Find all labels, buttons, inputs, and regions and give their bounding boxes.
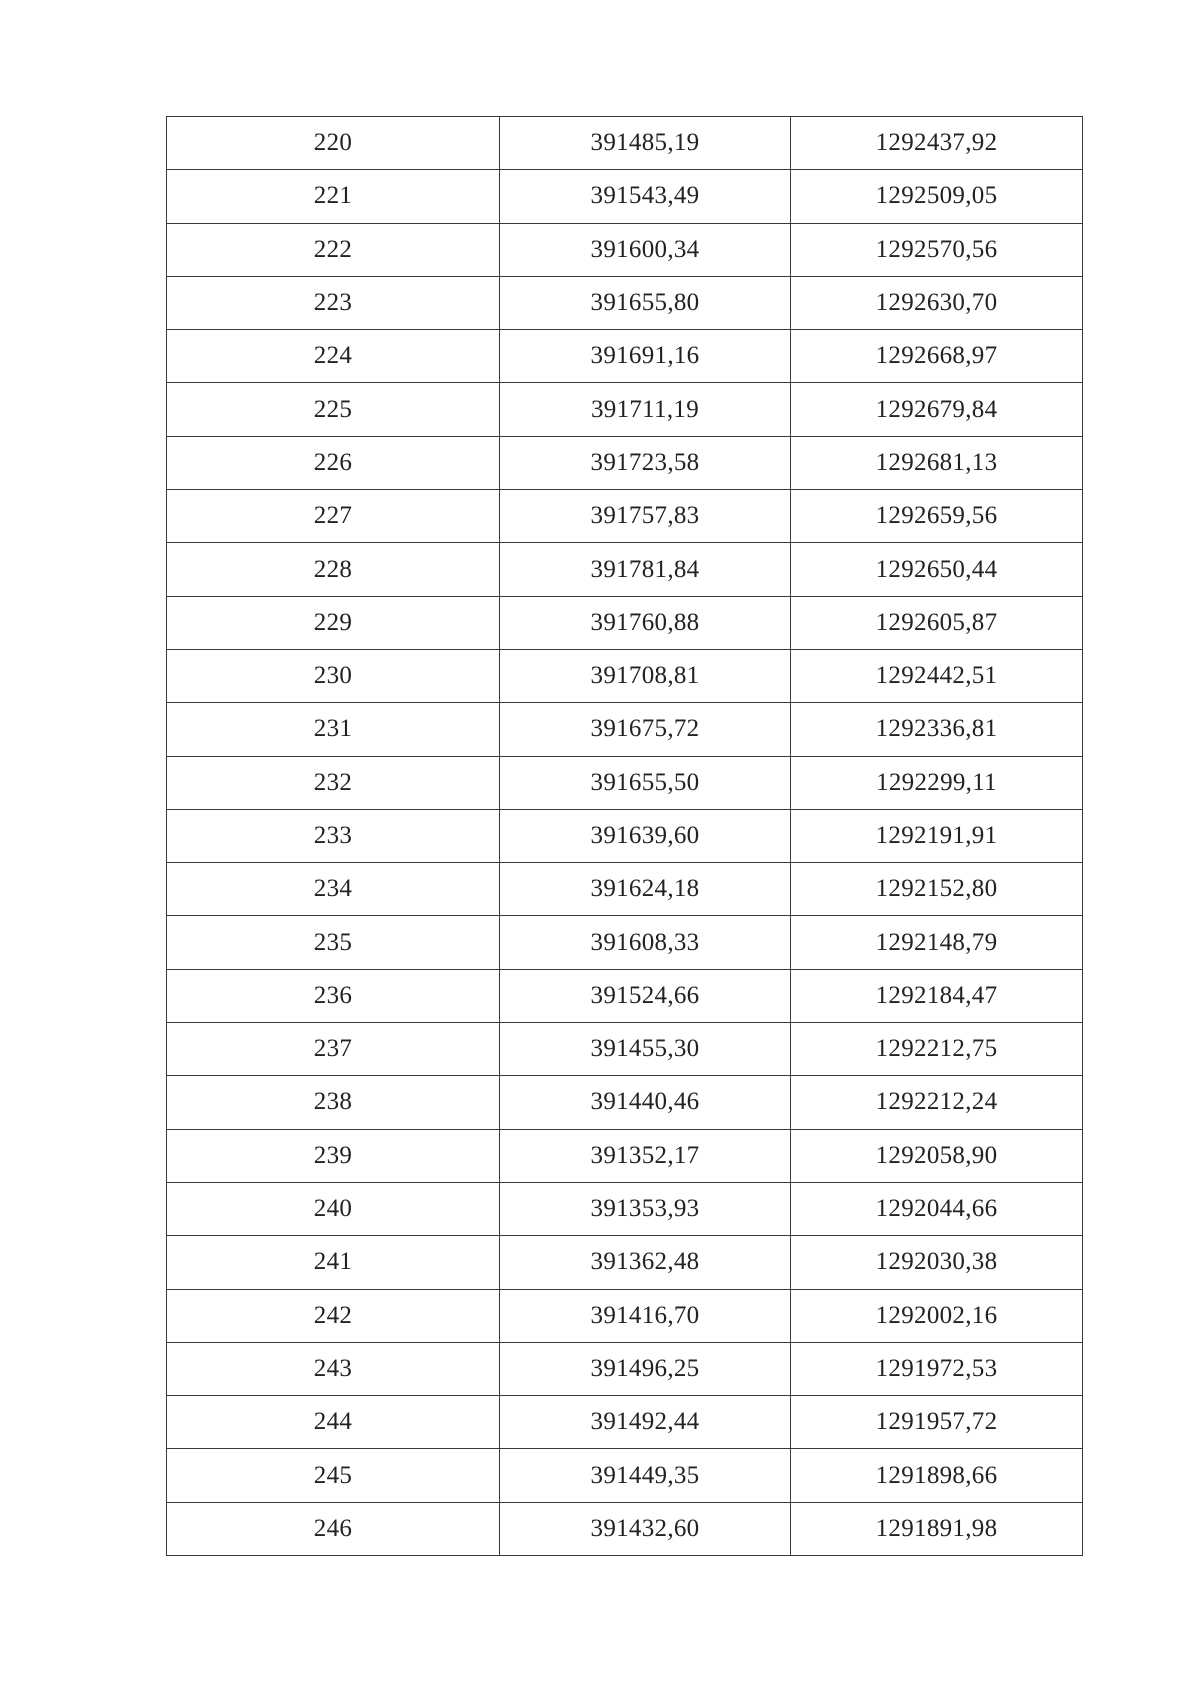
y-coordinate-cell: 1292570,56 <box>791 223 1083 276</box>
x-coordinate-cell: 391496,25 <box>500 1342 791 1395</box>
y-coordinate-cell: 1292184,47 <box>791 969 1083 1022</box>
x-coordinate-cell: 391352,17 <box>500 1129 791 1182</box>
point-number-cell: 227 <box>167 490 500 543</box>
x-coordinate-cell: 391691,16 <box>500 330 791 383</box>
x-coordinate-cell: 391492,44 <box>500 1396 791 1449</box>
table-row <box>167 1502 1083 1555</box>
x-coordinate-cell: 391543,49 <box>500 170 791 223</box>
x-coordinate-cell: 391639,60 <box>500 809 791 862</box>
point-number-cell: 220 <box>167 117 500 170</box>
table-row <box>167 117 1083 170</box>
y-coordinate-cell: 1291957,72 <box>791 1396 1083 1449</box>
table-row <box>167 756 1083 809</box>
point-number-cell: 230 <box>167 649 500 702</box>
point-number-cell: 231 <box>167 703 500 756</box>
y-coordinate-cell: 1292030,38 <box>791 1236 1083 1289</box>
point-number-cell: 245 <box>167 1449 500 1502</box>
point-number-cell: 221 <box>167 170 500 223</box>
x-coordinate-cell: 391711,19 <box>500 383 791 436</box>
point-number-cell: 236 <box>167 969 500 1022</box>
point-number-cell: 240 <box>167 1182 500 1235</box>
point-number-cell: 226 <box>167 436 500 489</box>
table-row <box>167 543 1083 596</box>
point-number-cell: 235 <box>167 916 500 969</box>
x-coordinate-cell: 391524,66 <box>500 969 791 1022</box>
point-number-cell: 244 <box>167 1396 500 1449</box>
x-coordinate-cell: 391708,81 <box>500 649 791 702</box>
x-coordinate-cell: 391600,34 <box>500 223 791 276</box>
point-number-cell: 225 <box>167 383 500 436</box>
table-row <box>167 383 1083 436</box>
table-row <box>167 170 1083 223</box>
point-number-cell: 233 <box>167 809 500 862</box>
coordinate-table <box>166 116 1083 1556</box>
y-coordinate-cell: 1292437,92 <box>791 117 1083 170</box>
x-coordinate-cell: 391432,60 <box>500 1502 791 1555</box>
x-coordinate-cell: 391449,35 <box>500 1449 791 1502</box>
y-coordinate-cell: 1292002,16 <box>791 1289 1083 1342</box>
table-row <box>167 1076 1083 1129</box>
x-coordinate-cell: 391608,33 <box>500 916 791 969</box>
x-coordinate-cell: 391485,19 <box>500 117 791 170</box>
x-coordinate-cell: 391353,93 <box>500 1182 791 1235</box>
table-row <box>167 490 1083 543</box>
x-coordinate-cell: 391624,18 <box>500 863 791 916</box>
y-coordinate-cell: 1292509,05 <box>791 170 1083 223</box>
table-row <box>167 649 1083 702</box>
table-row <box>167 223 1083 276</box>
y-coordinate-cell: 1291898,66 <box>791 1449 1083 1502</box>
y-coordinate-cell: 1292681,13 <box>791 436 1083 489</box>
table-row <box>167 276 1083 329</box>
x-coordinate-cell: 391655,80 <box>500 276 791 329</box>
x-coordinate-cell: 391675,72 <box>500 703 791 756</box>
y-coordinate-cell: 1292650,44 <box>791 543 1083 596</box>
x-coordinate-cell: 391760,88 <box>500 596 791 649</box>
point-number-cell: 224 <box>167 330 500 383</box>
x-coordinate-cell: 391781,84 <box>500 543 791 596</box>
y-coordinate-cell: 1292044,66 <box>791 1182 1083 1235</box>
y-coordinate-cell: 1292191,91 <box>791 809 1083 862</box>
y-coordinate-cell: 1292058,90 <box>791 1129 1083 1182</box>
table-row <box>167 1236 1083 1289</box>
point-number-cell: 246 <box>167 1502 500 1555</box>
y-coordinate-cell: 1292336,81 <box>791 703 1083 756</box>
y-coordinate-cell: 1292212,24 <box>791 1076 1083 1129</box>
table-row <box>167 703 1083 756</box>
point-number-cell: 234 <box>167 863 500 916</box>
x-coordinate-cell: 391440,46 <box>500 1076 791 1129</box>
x-coordinate-cell: 391655,50 <box>500 756 791 809</box>
table-row <box>167 1129 1083 1182</box>
point-number-cell: 229 <box>167 596 500 649</box>
point-number-cell: 239 <box>167 1129 500 1182</box>
table-row <box>167 863 1083 916</box>
table-row <box>167 1182 1083 1235</box>
y-coordinate-cell: 1292605,87 <box>791 596 1083 649</box>
point-number-cell: 222 <box>167 223 500 276</box>
y-coordinate-cell: 1291891,98 <box>791 1502 1083 1555</box>
y-coordinate-cell: 1292668,97 <box>791 330 1083 383</box>
table-row <box>167 436 1083 489</box>
table-row <box>167 330 1083 383</box>
point-number-cell: 238 <box>167 1076 500 1129</box>
y-coordinate-cell: 1292630,70 <box>791 276 1083 329</box>
y-coordinate-cell: 1291972,53 <box>791 1342 1083 1395</box>
y-coordinate-cell: 1292679,84 <box>791 383 1083 436</box>
table-row <box>167 1289 1083 1342</box>
table-row <box>167 969 1083 1022</box>
x-coordinate-cell: 391362,48 <box>500 1236 791 1289</box>
coordinate-table-body <box>167 117 1083 1556</box>
table-row <box>167 1023 1083 1076</box>
point-number-cell: 228 <box>167 543 500 596</box>
y-coordinate-cell: 1292152,80 <box>791 863 1083 916</box>
y-coordinate-cell: 1292442,51 <box>791 649 1083 702</box>
table-row <box>167 1449 1083 1502</box>
point-number-cell: 223 <box>167 276 500 329</box>
table-row <box>167 1396 1083 1449</box>
point-number-cell: 232 <box>167 756 500 809</box>
y-coordinate-cell: 1292659,56 <box>791 490 1083 543</box>
point-number-cell: 241 <box>167 1236 500 1289</box>
x-coordinate-cell: 391455,30 <box>500 1023 791 1076</box>
y-coordinate-cell: 1292148,79 <box>791 916 1083 969</box>
table-row <box>167 1342 1083 1395</box>
point-number-cell: 243 <box>167 1342 500 1395</box>
y-coordinate-cell: 1292299,11 <box>791 756 1083 809</box>
table-row <box>167 916 1083 969</box>
point-number-cell: 237 <box>167 1023 500 1076</box>
table-row <box>167 596 1083 649</box>
x-coordinate-cell: 391757,83 <box>500 490 791 543</box>
y-coordinate-cell: 1292212,75 <box>791 1023 1083 1076</box>
point-number-cell: 242 <box>167 1289 500 1342</box>
x-coordinate-cell: 391416,70 <box>500 1289 791 1342</box>
x-coordinate-cell: 391723,58 <box>500 436 791 489</box>
table-row <box>167 809 1083 862</box>
